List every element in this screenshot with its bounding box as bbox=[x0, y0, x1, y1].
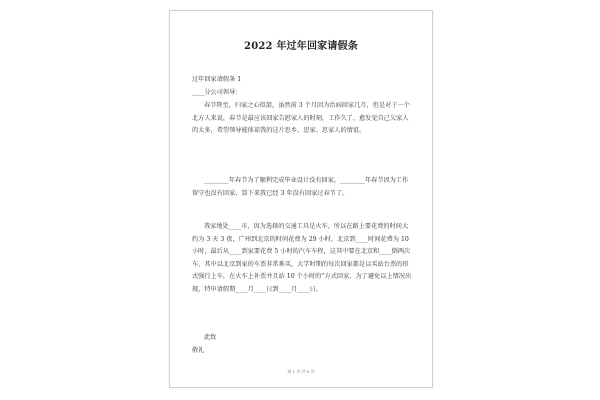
paragraph-1: 春节降至，归家之心似箭，虽然前 3 个月因为治病回家几月，但是对于一个北方人来说，春节是最应该回家告慰家人的时刻，工作久了，愈发觉自己欠家人的太多，希望领导能体谅我的这片思乡、思家、思家人的情谊。 bbox=[192, 102, 410, 135]
document-page bbox=[169, 10, 433, 388]
closing-1: 此致 bbox=[204, 334, 217, 341]
paragraph-3: 我家地处____市，因为选择的交通工具是火车，所以在路上要花费的时间大约为 3 天 3 夜，广州到北京的时间花费为 29 小时，北京到____时间花费为 10 小时，最后从____到家要花费 5 小时的汽车车程，这其中要在北京和____倒两次车，其中以北京到家的车票非常难买，大学时期的每次回家都是以买站台票的形式强行上车，在火车上补票并且站 10 个小时的”方式回家，为了避免以上情况出现，特申请假期____月____日到____月____日。 bbox=[192, 223, 412, 293]
heading-line: 过年回家请假条 1 bbox=[192, 76, 242, 83]
salutation: ____分公司领导： bbox=[192, 89, 242, 96]
document-title: 2022 年过年回家请假条 bbox=[244, 41, 358, 52]
paragraph-2: ________年春节为了顺利完成毕业设计没有回家，________年春节因为工作留守也没有回家，算下来我已经 3 年没有回家过春节了。 bbox=[192, 177, 409, 197]
page-footer: 第 1 页 共 8 页 bbox=[287, 369, 315, 374]
closing-2: 敬礼 bbox=[192, 347, 205, 354]
